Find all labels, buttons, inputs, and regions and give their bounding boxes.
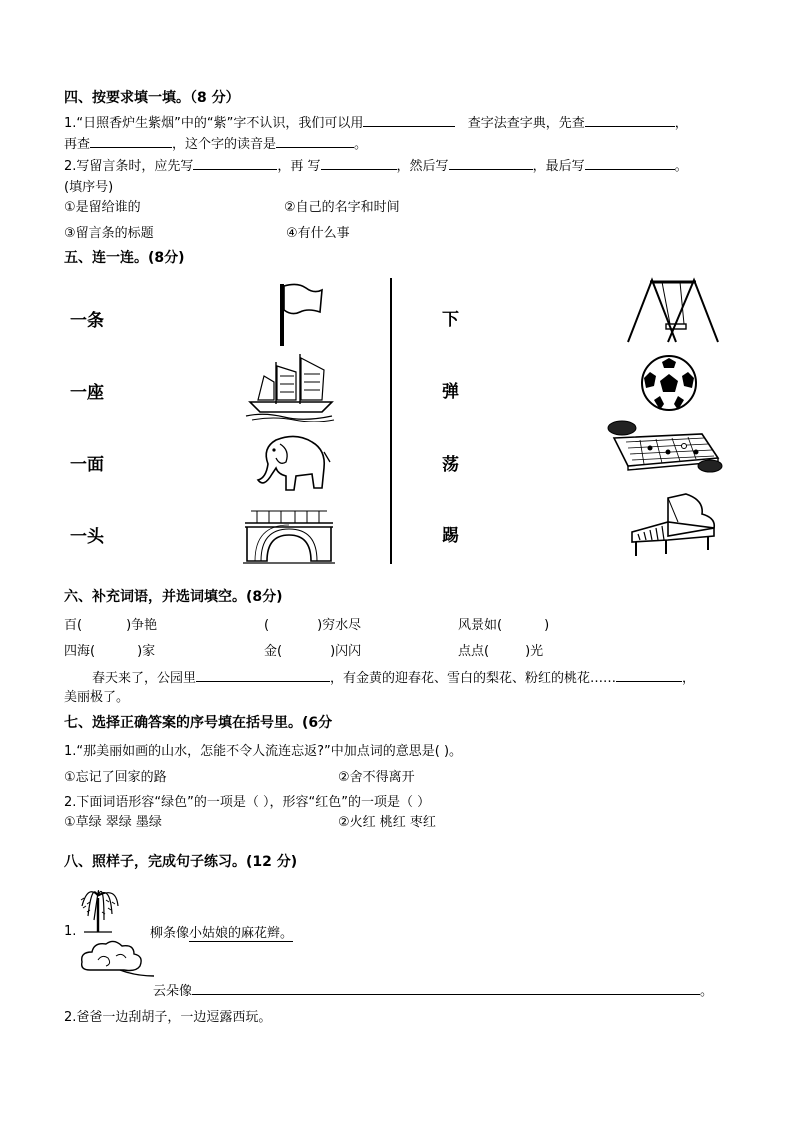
left-word: 一头	[70, 527, 104, 547]
idiom-text: 风景如(	[458, 618, 503, 633]
right-word: 踢	[442, 526, 459, 546]
answer-blank[interactable]	[616, 669, 682, 682]
idiom-text: (	[264, 618, 270, 633]
idiom-text: 四海(	[64, 644, 96, 659]
paragraph-text: ，有金黄的迎春花、雪白的梨花、粉红的桃花……	[330, 671, 617, 686]
idiom-row1-c	[458, 614, 549, 633]
go-board-icon	[606, 418, 724, 474]
answer-blank[interactable]	[585, 157, 675, 170]
paragraph-text: ，	[682, 671, 696, 686]
section-8-title: 八、照样子，完成句子练习。(12 分)	[64, 854, 298, 870]
idiom-row2-b	[264, 640, 361, 659]
q7-2: 2.下面词语形容“绿色”的一项是（ ），形容“红色”的一项是（ ）	[64, 795, 431, 810]
q7-1-option-1: ①忘记了回家的路	[64, 770, 167, 785]
q4-2-note: (填序号)	[64, 180, 114, 195]
q4-1-text-b: 查字法查字典，先查	[467, 116, 585, 131]
q4-2-text-b: ，再 写	[277, 159, 321, 174]
q4-1-text-e: ，这个字的读音是	[172, 137, 277, 152]
q4-2-text-d: ，最后写	[532, 159, 585, 174]
option-1: ①是留给谁的	[64, 200, 141, 215]
example-number: 1.	[64, 924, 77, 939]
section-7-title: 七、选择正确答案的序号填在括号里。(6分	[64, 715, 333, 731]
idiom-row1-b	[264, 614, 361, 633]
q4-1-text-f: 。	[354, 137, 368, 152]
example-sentence-pre: 柳条像	[150, 926, 190, 941]
option-2: ②自己的名字和时间	[284, 200, 400, 215]
flag-icon	[276, 282, 326, 348]
right-word: 下	[442, 310, 459, 330]
answer-blank[interactable]	[90, 135, 172, 148]
idiom-text: )	[544, 618, 550, 633]
idiom-text: 百(	[64, 618, 83, 633]
paragraph-text: 春天来了，公园里	[92, 671, 197, 686]
answer-blank[interactable]	[196, 669, 330, 682]
q7-1: 1.“那美丽如画的山水，怎能不令人流连忘返?”中加点词的意思是( )。	[64, 744, 463, 759]
idiom-text: 金(	[264, 644, 283, 659]
piano-icon	[628, 492, 720, 560]
q4-2-line	[64, 155, 688, 174]
q7-1-option-2: ②舍不得离开	[338, 770, 415, 785]
answer-blank[interactable]	[193, 157, 277, 170]
elephant-icon	[246, 428, 332, 494]
example-sentence	[150, 922, 293, 941]
left-word: 一座	[70, 383, 104, 403]
answer-blank[interactable]	[449, 157, 533, 170]
q4-2-text-c: ，然后写	[396, 159, 449, 174]
answer-blank[interactable]	[585, 114, 675, 127]
q7-2-option-2: ②火红 桃红 枣红	[338, 815, 436, 830]
idiom-text: )闪闪	[330, 644, 362, 659]
stone-bridge-icon	[243, 503, 335, 565]
option-3: ③留言条的标题	[64, 226, 154, 241]
fill-paragraph-line2: 美丽极了。	[64, 690, 130, 705]
right-word: 弹	[442, 382, 459, 402]
q4-2-text-a: 2.写留言条时，应先写	[64, 159, 194, 174]
answer-blank[interactable]	[363, 114, 455, 127]
q4-1-line2	[64, 133, 367, 152]
q4-1-text-c: ，	[674, 116, 688, 131]
section-6-title: 六、补充词语，并选词填空。(8分)	[64, 589, 283, 605]
q4-2-text-e: 。	[674, 159, 688, 174]
left-word: 一条	[70, 311, 104, 331]
swing-icon	[624, 276, 720, 348]
cloud-sentence-end: 。	[700, 984, 714, 999]
sailing-ship-icon	[244, 352, 336, 422]
divider	[390, 278, 392, 564]
left-word: 一面	[70, 455, 104, 475]
idiom-row2-a	[64, 640, 155, 659]
right-word: 荡	[442, 455, 459, 475]
section-4-title: 四、按要求填一填。（8 分）	[64, 90, 240, 106]
cloud-icon	[76, 940, 156, 982]
answer-blank[interactable]	[276, 135, 354, 148]
fill-paragraph-line1	[92, 667, 695, 686]
q4-1-text-d: 再查	[64, 137, 91, 152]
option-4: ④有什么事	[286, 226, 350, 241]
idiom-text: )家	[137, 644, 156, 659]
answer-blank[interactable]	[321, 157, 397, 170]
idiom-text: )光	[525, 644, 544, 659]
soccer-ball-icon	[640, 354, 698, 412]
cloud-sentence	[153, 980, 713, 999]
idiom-text: )穷水尽	[317, 618, 362, 633]
idiom-row1-a	[64, 614, 157, 633]
q4-1-line1	[64, 112, 688, 131]
section-5-title: 五、连一连。(8分)	[64, 250, 185, 266]
q8-2: 2.爸爸一边刮胡子，一边逗露西玩。	[64, 1010, 272, 1025]
answer-blank[interactable]	[192, 982, 700, 995]
q7-2-option-1: ①草绿 翠绿 墨绿	[64, 815, 162, 830]
example-sentence-underlined: 小姑娘的麻花辫。	[189, 926, 294, 941]
idiom-text: 点点(	[458, 644, 490, 659]
willow-tree-icon	[78, 876, 120, 934]
cloud-sentence-pre: 云朵像	[153, 984, 193, 999]
idiom-text: )争艳	[126, 618, 158, 633]
q4-1-text-a: 1.“日照香炉生紫烟”中的“紫”字不认识，我们可以用	[64, 116, 364, 131]
idiom-row2-c	[458, 640, 543, 659]
